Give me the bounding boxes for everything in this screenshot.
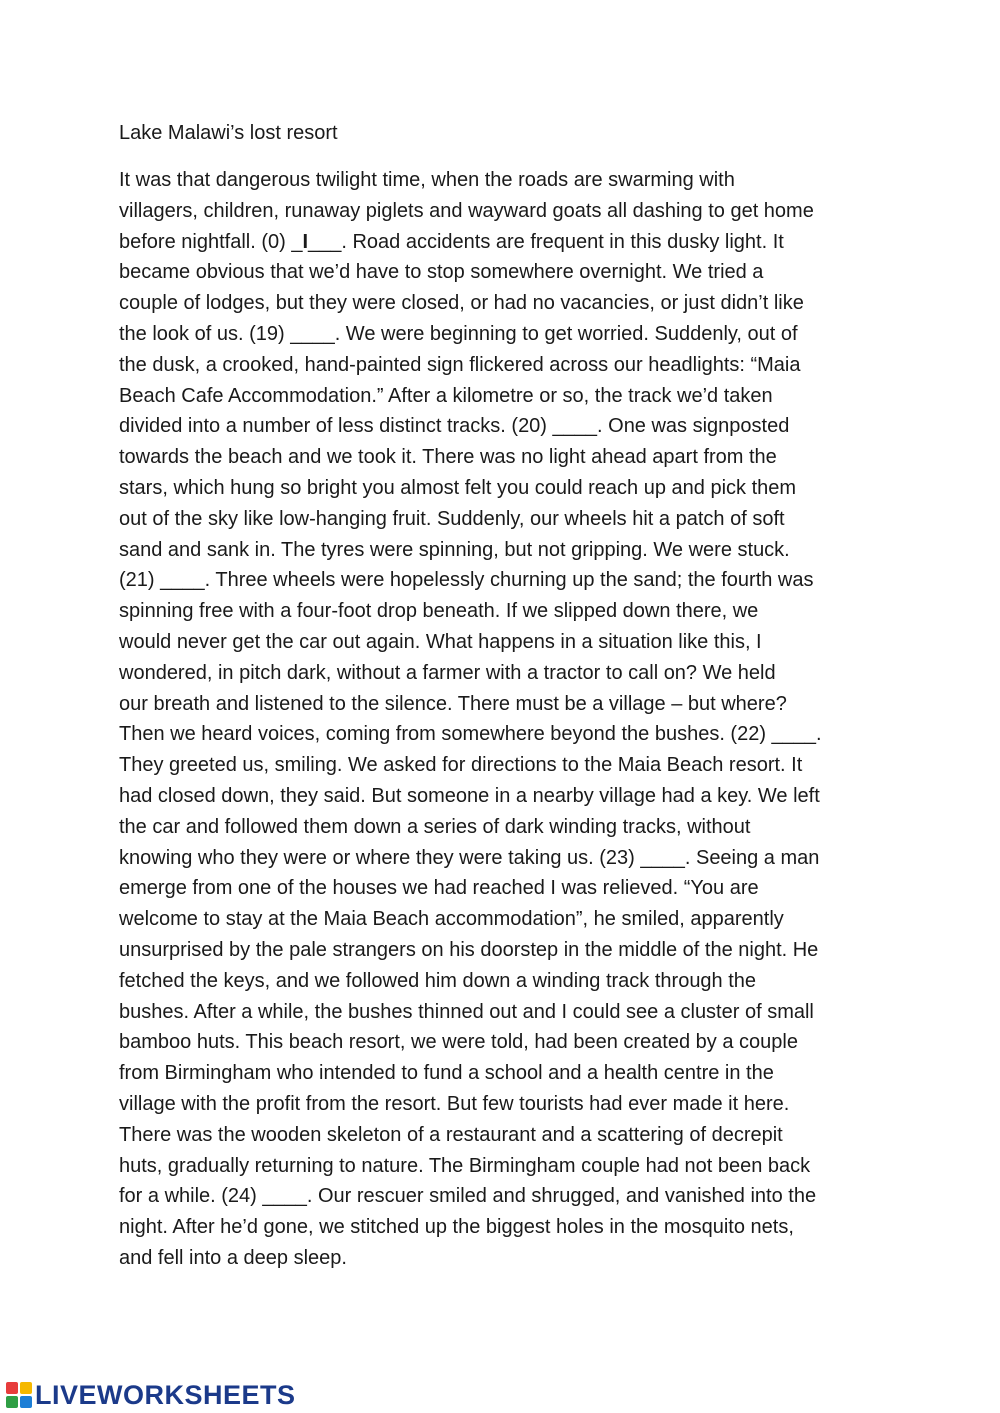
passage-line: night. After he’d gone, we stitched up the biggest holes in the mosquito nets, [119, 1216, 794, 1239]
passage-line [119, 227, 889, 258]
passage-line: sand and sank in. The tyres were spinning, but not gripping. We were stuck. [119, 538, 790, 561]
passage-line: and fell into a deep sleep. [119, 1246, 347, 1269]
line-text-before-answer: before nightfall. (0) _ [119, 230, 303, 253]
passage-line: would never get the car out again. What happens in a situation like this, I [119, 630, 762, 653]
passage-line: wondered, in pitch dark, without a farmer with a tractor to call on? We held [119, 661, 776, 684]
passage-line: for a while. (24) ____. Our rescuer smiled and shrugged, and vanished into the [119, 1185, 817, 1208]
passage-line: the dusk, a crooked, hand-painted sign flickered across our headlights: “Maia [119, 353, 801, 376]
passage-line: divided into a number of less distinct tracks. (20) ____. One was signposted [119, 415, 790, 438]
passage-line: unsurprised by the pale strangers on his doorstep in the middle of the night. He [119, 938, 819, 961]
passage-line: towards the beach and we took it. There was no light ahead apart from the [119, 446, 777, 469]
passage-line: huts, gradually returning to nature. The Birmingham couple had not been back [119, 1154, 811, 1177]
passage-line: the look of us. (19) ____. We were beginning to get worried. Suddenly, out of [119, 322, 798, 345]
passage-body [119, 165, 889, 1274]
passage-line: welcome to stay at the Maia Beach accommodation”, he smiled, apparently [119, 908, 784, 931]
passage-line: the car and followed them down a series of dark winding tracks, without [119, 815, 751, 838]
passage-line: There was the wooden skeleton of a restaurant and a scattering of decrepit [119, 1123, 783, 1146]
passage-line: emerge from one of the houses we had reached I was relieved. “You are [119, 877, 759, 900]
passage-line: villagers, children, runaway piglets and wayward goats all dashing to get home [119, 199, 814, 222]
logo-text: LIVEWORKSHEETS [35, 1379, 296, 1410]
passage-line: village with the profit from the resort. But few tourists had ever made it here. [119, 1092, 790, 1115]
example-answer: I [302, 230, 308, 253]
passage-line: (21) ____. Three wheels were hopelessly churning up the sand; the fourth was [119, 569, 814, 592]
passage-line: Beach Cafe Accommodation.” After a kilometre or so, the track we’d taken [119, 384, 773, 407]
passage-line: spinning free with a four-foot drop beneath. If we slipped down there, we [119, 600, 759, 623]
liveworksheets-logo[interactable] [6, 1380, 296, 1410]
liveworksheets-logo-icon [6, 1382, 32, 1408]
passage-line: had closed down, they said. But someone in a nearby village had a key. We left [119, 784, 820, 807]
passage-line: couple of lodges, but they were closed, or had no vacancies, or just didn’t like [119, 292, 804, 315]
passage-line: out of the sky like low-hanging fruit. Suddenly, our wheels hit a patch of soft [119, 507, 785, 530]
line-text-after-answer: ___. Road accidents are frequent in this dusky light. It [308, 230, 784, 253]
passage-line: knowing who they were or where they were taking us. (23) ____. Seeing a man [119, 846, 820, 869]
passage-line: stars, which hung so bright you almost felt you could reach up and pick them [119, 476, 797, 499]
passage-line: Then we heard voices, coming from somewhere beyond the bushes. (22) ____. [119, 723, 822, 746]
passage-line: bushes. After a while, the bushes thinned out and I could see a cluster of small [119, 1000, 814, 1023]
passage-line: bamboo huts. This beach resort, we were told, had been created by a couple [119, 1031, 798, 1054]
passage-line: our breath and listened to the silence. There must be a village – but where? [119, 692, 787, 715]
passage-line: They greeted us, smiling. We asked for directions to the Maia Beach resort. It [119, 754, 803, 777]
passage-line: fetched the keys, and we followed him down a winding track through the [119, 969, 757, 992]
passage-line: It was that dangerous twilight time, when the roads are swarming with [119, 169, 735, 191]
passage-line: became obvious that we’d have to stop somewhere overnight. We tried a [119, 261, 764, 284]
document-title: Lake Malawi’s lost resort [119, 122, 338, 144]
passage-line: from Birmingham who intended to fund a school and a health centre in the [119, 1062, 774, 1085]
